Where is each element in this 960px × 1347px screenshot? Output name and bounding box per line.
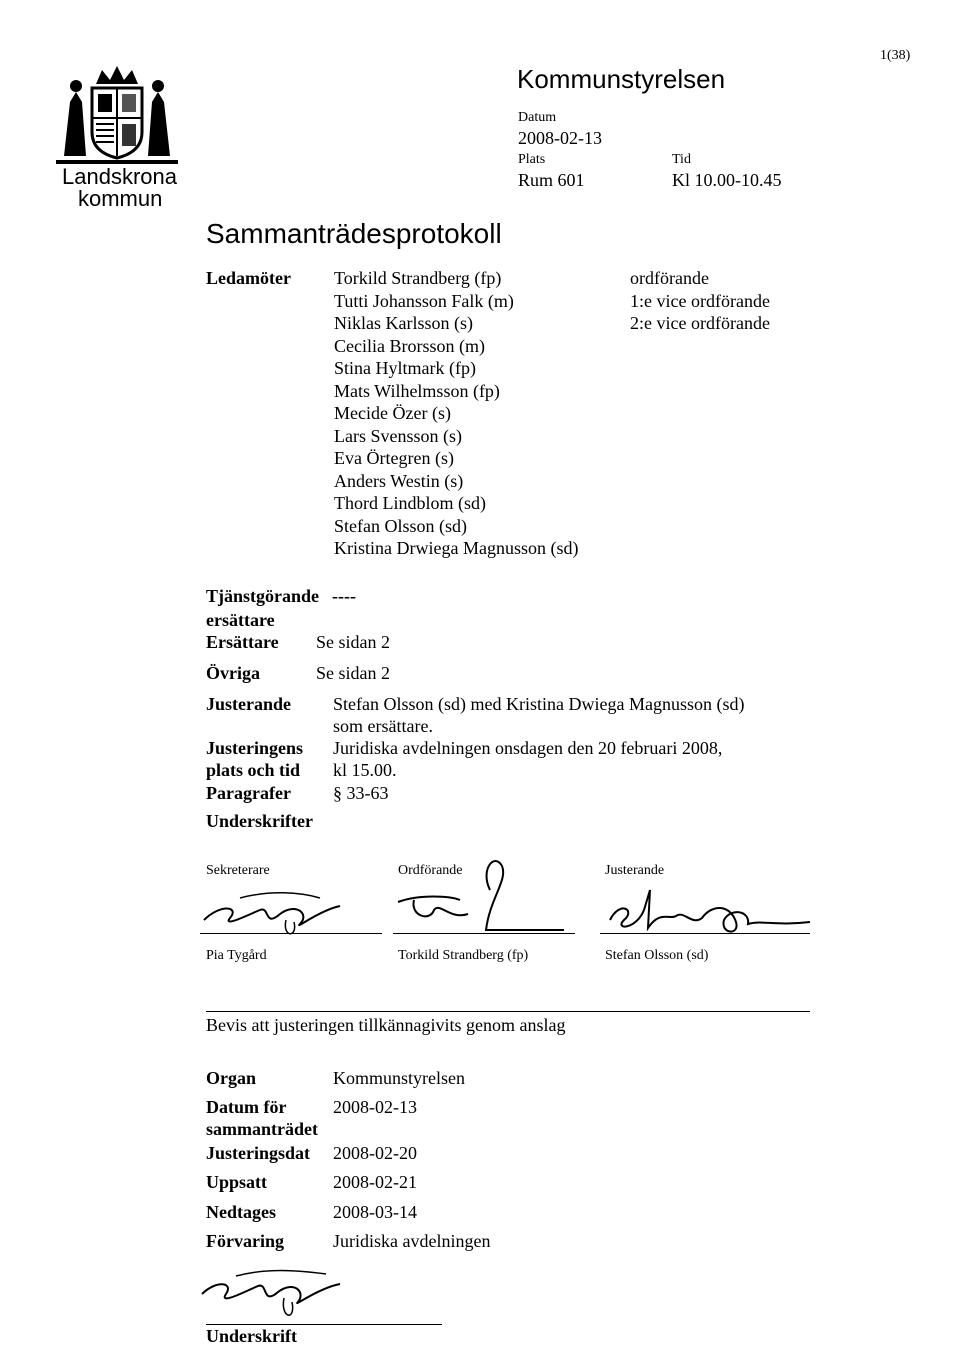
member-item: Lars Svensson (s): [334, 425, 462, 446]
nedtages-value: 2008-03-14: [333, 1202, 417, 1222]
plats-value: Rum 601: [518, 170, 585, 190]
sig-role-sekreterare: Sekreterare: [206, 863, 270, 878]
tjanstgorande-label: Tjänstgörande: [206, 586, 320, 606]
datum-for-label-2: sammanträdet: [206, 1119, 318, 1139]
sig-name-sekreterare: Pia Tygård: [206, 948, 267, 963]
datum-label: Datum: [518, 110, 557, 125]
member-item: Thord Lindblom (sd): [334, 493, 486, 513]
municipality-name: Landskrona: [62, 164, 177, 189]
member-item: Torkild Strandberg (fp): [334, 268, 502, 288]
underskrift-line: [206, 1324, 442, 1325]
justeringsdat-value: 2008-02-20: [333, 1143, 417, 1163]
document-title: Sammanträdesprotokoll: [206, 218, 502, 249]
member-item: Stina Hyltmark (fp): [334, 358, 476, 378]
signature-line-justerande: [600, 933, 810, 934]
datum-for-value: 2008-02-13: [333, 1097, 417, 1117]
signature-underskrift: [196, 1266, 356, 1330]
member-item: Niklas Karlsson (s): [334, 313, 473, 333]
paragrafer-label: Paragrafer: [206, 783, 291, 803]
forvaring-label: Förvaring: [206, 1231, 284, 1251]
signature-line-ordforande: [393, 933, 575, 934]
member-role: ordförande: [630, 268, 709, 288]
nedtages-label: Nedtages: [206, 1202, 276, 1222]
sig-name-ordforande: Torkild Strandberg (fp): [398, 948, 529, 963]
organ-value: Kommunstyrelsen: [333, 1068, 465, 1088]
signature-ordforande: [390, 850, 570, 940]
members-label: Ledamöter: [206, 268, 291, 288]
justeringsdat-label: Justeringsdat: [206, 1143, 311, 1163]
uppsatt-value: 2008-02-21: [333, 1172, 417, 1192]
underskrift-label: Underskrift: [206, 1326, 297, 1346]
member-item: Cecilia Brorsson (m): [334, 335, 485, 356]
organ-label: Organ: [206, 1068, 257, 1088]
member-role: 2:e vice ordförande: [630, 313, 770, 333]
justeringens-value: Juridiska avdelningen onsdagen den 20 februari 2008,: [333, 738, 723, 758]
committee-name: Kommunstyrelsen: [517, 64, 726, 94]
page-number: 1(38): [880, 48, 911, 63]
justeringens-label-2: plats och tid: [206, 760, 301, 780]
datum-value: 2008-02-13: [518, 128, 602, 148]
plats-label: Plats: [518, 152, 546, 167]
sig-name-justerande: Stefan Olsson (sd): [605, 948, 709, 963]
justeringens-label: Justeringens: [206, 738, 304, 758]
ovriga-value: Se sidan 2: [316, 663, 390, 683]
member-item: Stefan Olsson (sd): [334, 515, 467, 536]
tid-label: Tid: [672, 152, 691, 167]
signature-justerande: [600, 880, 812, 950]
ersattare-value: Se sidan 2: [316, 632, 390, 652]
tid-value: Kl 10.00-10.45: [672, 170, 782, 190]
municipality-suffix: kommun: [78, 186, 163, 211]
justerande-label: Justerande: [206, 694, 291, 714]
ovriga-label: Övriga: [206, 663, 260, 683]
tjanstgorande-value: ----: [332, 586, 356, 606]
underskrifter-label: Underskrifter: [206, 811, 313, 831]
member-item: Tutti Johansson Falk (m): [334, 290, 514, 311]
member-item: Eva Örtegren (s): [334, 448, 454, 468]
sig-role-justerande: Justerande: [605, 863, 665, 878]
justeringens-value-2: kl 15.00.: [333, 760, 397, 780]
tjanstgorande-label-2: ersättare: [206, 610, 275, 630]
paragrafer-value: § 33-63: [333, 783, 389, 803]
uppsatt-label: Uppsatt: [206, 1172, 268, 1192]
signature-sekreterare: [200, 884, 360, 944]
notice-divider: [206, 1011, 810, 1012]
member-item: Anders Westin (s): [334, 470, 464, 491]
member-item: Mats Wilhelmsson (fp): [334, 380, 500, 401]
signature-line-sekreterare: [200, 933, 382, 934]
forvaring-value: Juridiska avdelningen: [333, 1231, 491, 1251]
ersattare-label: Ersättare: [206, 632, 279, 652]
justerande-value: Stefan Olsson (sd) med Kristina Dwiega Magnusson (sd): [333, 694, 745, 714]
justerande-value-2: som ersättare.: [333, 716, 433, 736]
sig-role-ordforande: Ordförande: [398, 863, 463, 878]
member-item: Kristina Drwiega Magnusson (sd): [334, 538, 579, 558]
member-role: 1:e vice ordförande: [630, 290, 770, 311]
member-item: Mecide Özer (s): [334, 403, 451, 423]
notice-heading: Bevis att justeringen tillkännagivits genom anslag: [206, 1015, 566, 1035]
coat-of-arms-icon: [56, 62, 178, 166]
datum-for-label: Datum för: [206, 1097, 287, 1117]
